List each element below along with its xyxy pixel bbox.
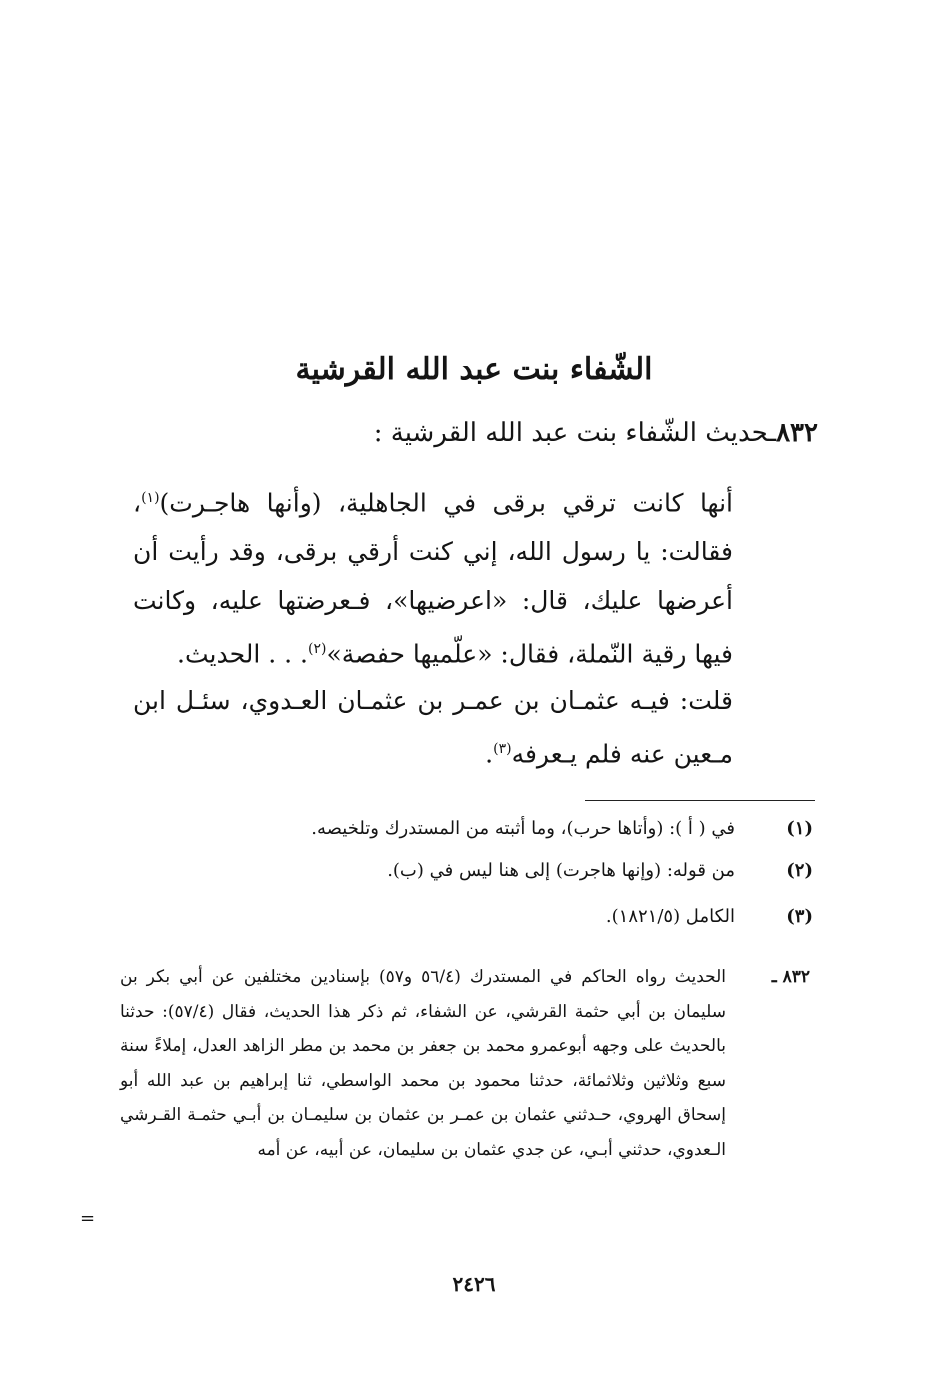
footnote-number: (٢) (786, 860, 813, 881)
commentary-number: ٨٣٢ ـ (771, 967, 810, 987)
footnote-text: من قوله: (وإنها هاجرت) إلى هنا ليس في (ب). (387, 860, 735, 881)
hadith-text-part-1: أنها كانت ترقي برقى في الجاهلية، (وأنها هاجـرت) (159, 488, 733, 518)
footnote-ref-3: (٣) (493, 741, 512, 757)
author-comment (133, 676, 733, 778)
footnote-text: الكامل (١٨٢١/٥). (605, 906, 735, 927)
hadith-text-part-2: ، فقالت: يا رسول الله، إني كنت أرقي برقى، وقد رأيت أن أعرضها عليك، قال: «اعرضيها»، فـعرضتها عليه، وكانت فيها رقية النّملة، فقال: «علّميها حفصة» (133, 488, 733, 669)
footnote-number: (١) (786, 818, 813, 839)
footnote-ref-2: (٢) (307, 641, 327, 658)
hadith-heading (118, 418, 818, 448)
commentary-note (120, 960, 810, 1167)
footnote-text: في ( أ ): (وأتاها حرب)، وما أثبته من المستدرك وتلخيصه. (311, 818, 735, 839)
author-comment-text: قلت: فيـه عثمـان بن عمـر بن عثمـان العـدوي، سئـل ابن مـعين عنه فلم يـعرفه (133, 686, 733, 769)
author-comment-end: . (485, 739, 494, 769)
hadith-text (133, 474, 733, 679)
footnote-3 (113, 906, 813, 927)
page-number: ٢٤٢٦ (452, 1272, 496, 1296)
footnote-ref-1: (١) (141, 490, 160, 506)
footnote-1 (113, 818, 813, 839)
footnote-separator (585, 800, 815, 801)
hadith-dash: ـ (768, 418, 777, 448)
hadith-number: ٨٣٢ (776, 418, 818, 448)
section-title: الشّفاء بنت عبد الله القرشية (295, 352, 653, 387)
hadith-text-part-3: . . . الحديث. (177, 639, 308, 669)
hadith-heading-text: حديث الشّفاء بنت عبد الله القرشية : (373, 418, 769, 448)
footnote-2 (113, 860, 813, 881)
continuation-mark: = (80, 1208, 96, 1229)
footnote-number: (٣) (786, 906, 813, 927)
commentary-text: الحديث رواه الحاكم في المستدرك (٥٦/٤ و٥٧) بإسنادين مختلفين عن أبي بكر بن سليمان بن أبي حثمة القرشي، عن الشفاء، ثم ذكر هذا الحديث، فقال (٥٧/٤): حدثنا بالحديث على وجهه أبوعمرو محمد بن جعفر بن محمد بن مطر الزاهد العدل، إملاءً سنة سبع وثلاثين وثلاثمائة، حدثنا محمود بن محمد الواسطي، ثنا إبراهيم بن عبد الله أبو إسحاق الهروي، حـدثني عثمان بن عمـر بن عثمان بن سليمـان بن أبـي حثمـة القـرشي الـعدوي، حدثني أبـي، عن جدي عثمان بن سليمان، عن أبيه، عن أمه (120, 967, 726, 1160)
